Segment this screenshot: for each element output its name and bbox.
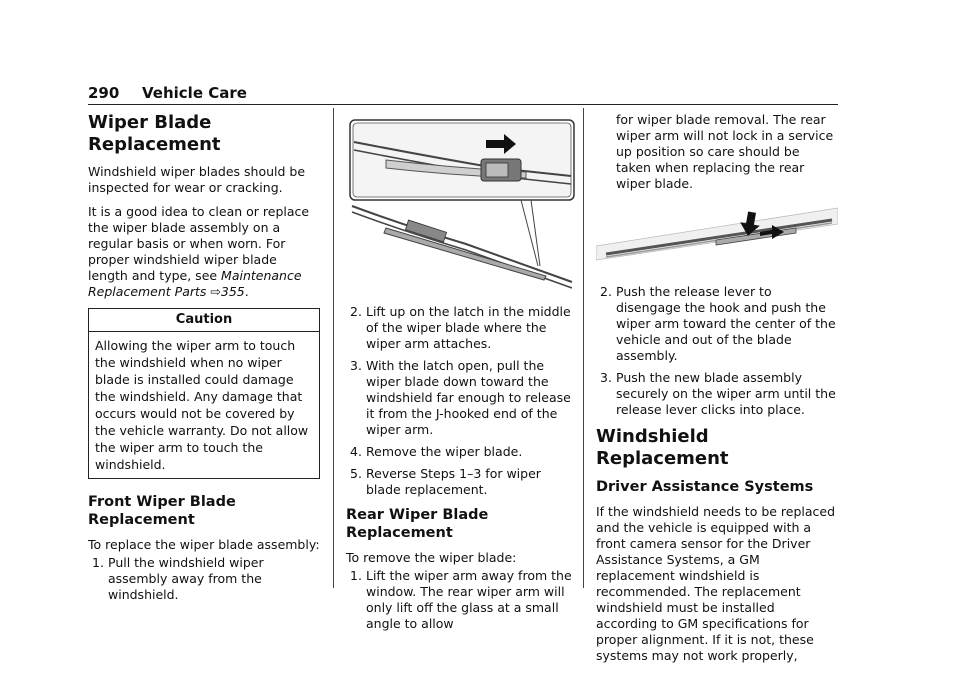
section-title: Vehicle Care <box>142 84 247 102</box>
front-intro: To replace the wiper blade assembly: <box>88 537 320 552</box>
paragraph-inspect: Windshield wiper blades should be inspected for wear or cracking. <box>88 164 306 195</box>
step-text: Push the release lever to disengage the hook and push the wiper arm toward the center of the vehicle and out of the blade assembly. <box>616 284 836 363</box>
step-text: With the latch open, pull the wiper blade down toward the windshield far enough to release it from the J-hooked end of the wiper arm. <box>366 358 571 437</box>
step-number: 3. <box>350 358 362 373</box>
heading-front-wiper: Front Wiper Blade Replacement <box>88 494 236 528</box>
rear-steps-list <box>346 568 578 632</box>
column-left <box>88 112 320 611</box>
step-number: 2. <box>350 304 362 319</box>
step-number: 2. <box>600 284 612 299</box>
step-text: Pull the windshield wiper assembly away from the windshield. <box>108 555 264 602</box>
step-text: Lift up on the latch in the middle of the wiper blade where the wiper arm attaches. <box>366 304 571 351</box>
step-number: 1. <box>92 555 104 570</box>
list-item <box>596 284 838 364</box>
rear-steps-list-continued <box>596 284 838 418</box>
step-number: 5. <box>350 466 362 481</box>
maintenance-parts-link[interactable]: Maintenance Replacement Parts <box>88 268 302 299</box>
heading-rear-wiper: Rear Wiper Blade Replacement <box>346 507 489 541</box>
rear-wiper-illustration <box>596 202 838 272</box>
caution-text: Allowing the wiper arm to touch the windshield when no wiper blade is installed could damage the windshield. Any damage that occurs would not be covered by the vehicle warranty. Do not allow the wiper arm to touch the windshield. <box>95 338 309 472</box>
rear-intro: To remove the wiper blade: <box>346 550 517 565</box>
list-item <box>346 304 578 352</box>
page-ref-arrow-icon: ⇨ <box>210 284 221 299</box>
rear-step1-continued: for wiper blade removal. The rear wiper arm will not lock in a service up position so care should be taken when replacing the rear wiper blade. <box>616 112 834 191</box>
column-divider <box>333 108 334 588</box>
front-steps-list <box>88 555 320 603</box>
front-wiper-illustration <box>346 116 578 294</box>
list-item <box>596 370 838 418</box>
list-item <box>346 444 578 460</box>
step-number: 1. <box>350 568 362 583</box>
step-number: 4. <box>350 444 362 459</box>
caution-box <box>88 308 320 479</box>
step-text: Lift the wiper arm away from the window. The rear wiper arm will only lift off the glass at a small angle to allow <box>366 568 572 631</box>
list-item <box>346 568 578 632</box>
page-ref-number[interactable]: 355 <box>220 284 245 299</box>
list-item <box>346 358 578 438</box>
heading-windshield-replacement: Windshield Replacement <box>596 426 729 469</box>
heading-driver-assistance: Driver Assistance Systems <box>596 479 814 495</box>
column-divider <box>583 108 584 588</box>
list-item <box>88 555 320 603</box>
page-header <box>88 82 838 105</box>
step-text: Reverse Steps 1–3 for wiper blade replacement. <box>366 466 541 497</box>
column-middle <box>346 112 578 640</box>
page-number: 290 <box>88 84 120 102</box>
paragraph-replace: It is a good idea to clean or replace the wiper blade assembly on a regular basis or when worn. For proper windshield wiper blade length and type, see Maintenance Replacement Parts ⇨355. <box>88 204 310 299</box>
caution-title: Caution <box>89 309 319 332</box>
list-item <box>346 466 578 498</box>
heading-wiper-blade-replacement: Wiper Blade Replacement <box>88 112 221 155</box>
paragraph-replace-text: It is a good idea to clean or replace the wiper blade assembly on a regular basis or when worn. For proper windshield wiper blade length and type, see <box>88 204 310 283</box>
step-text: Remove the wiper blade. <box>366 444 523 459</box>
step-number: 3. <box>600 370 612 385</box>
step-text: Push the new blade assembly securely on the wiper arm until the release lever clicks into place. <box>616 370 836 417</box>
paragraph-driver-assistance: If the windshield needs to be replaced and the vehicle is equipped with a front camera sensor for the Driver Assistance Systems, a GM replacement windshield is recommended. The replacement windshield must be installed according to GM specifications for proper alignment. If it is not, these systems may not work properly, <box>596 504 836 663</box>
front-steps-list-continued <box>346 304 578 498</box>
column-right <box>596 112 838 672</box>
